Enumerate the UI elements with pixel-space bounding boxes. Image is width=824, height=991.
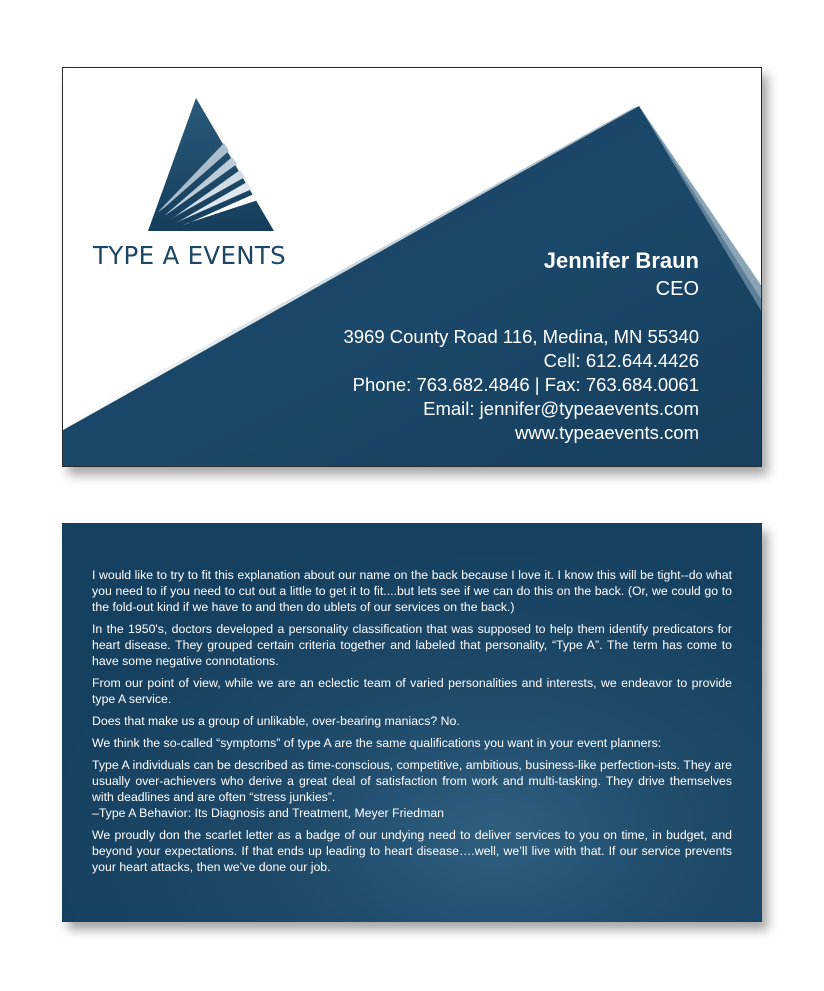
- back-paragraph: From our point of view, while we are an eclectic team of varied personalities and interests, we endeavor to provide type A service.: [92, 676, 732, 706]
- phone-fax: Phone: 763.682.4846 | Fax: 763.684.0061: [352, 374, 699, 395]
- back-body-text: [92, 567, 732, 881]
- job-title: CEO: [655, 278, 699, 300]
- business-card-front: [62, 67, 762, 467]
- back-paragraph: Type A individuals can be described as time-conscious, competitive, ambitious, business-like perfection-ists. They are usually over-achievers who derive a great deal of satisfaction from work and multi-tasking. They drive themselves with deadlines and are often “stress junkies”.: [92, 758, 732, 804]
- website: www.typeaevents.com: [514, 422, 699, 443]
- back-paragraph: We proudly don the scarlet letter as a badge of our undying need to deliver services to you on time, in budget, and beyond your expectations. If that ends up leading to heart disease….well, we’ll live with that. If our service prevents your heart attacks, then we’ve done our job.: [92, 828, 732, 874]
- email: Email: jennifer@typeaevents.com: [423, 398, 699, 419]
- address: 3969 County Road 116, Medina, MN 55340: [343, 326, 699, 347]
- company-name: TYPE A EVENTS: [93, 241, 286, 270]
- back-paragraph: We think the so-called “symptoms” of type A are the same qualifications you want in your event planners:: [92, 736, 662, 750]
- person-name: Jennifer Braun: [543, 248, 699, 273]
- triangle-logo-icon: [146, 96, 276, 236]
- back-paragraph: In the 1950's, doctors developed a personality classification that was supposed to help them identify predicators for heart disease. They grouped certain criteria together and labeled that personality, “Type A”. The term has come to have some negative connotations.: [92, 622, 732, 668]
- business-card-back: [62, 523, 762, 922]
- cell-number: Cell: 612.644.4426: [543, 350, 699, 371]
- back-paragraph: Does that make us a group of unlikable, over-bearing maniacs? No.: [92, 714, 460, 728]
- back-paragraph: I would like to try to fit this explanation about our name on the back because I love it. I know this will be tight--do what you need to if you need to cut out a little to get it to fit....but lets see if we can do this on the back. (Or, we could go to the fold-out kind if we have to and then do ublets of our services on the back.): [92, 568, 732, 614]
- quote-source: –Type A Behavior: Its Diagnosis and Treatment, Meyer Friedman: [92, 806, 444, 820]
